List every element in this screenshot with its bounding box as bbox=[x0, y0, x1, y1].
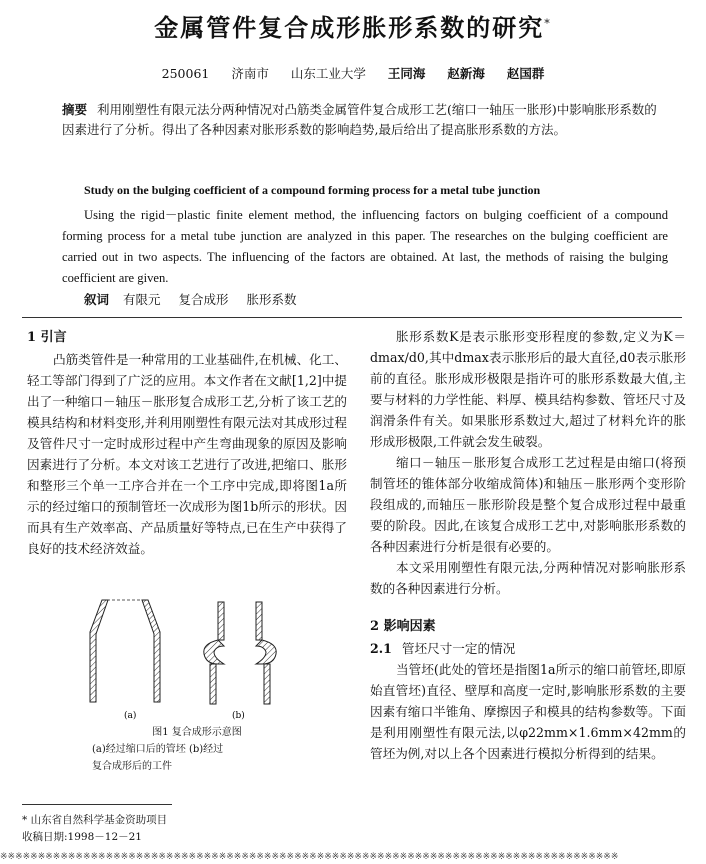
footnote-fund: * 山东省自然科学基金资助项目 bbox=[22, 814, 168, 826]
paragraph: 当管坯(此处的管坯是指图1a所示的缩口前管坯,即原始直管坯)直径、壁厚和高度一定时,影响胀形系数的主要因素有缩口半锥角、摩擦因子和模具的结构参数等。下面是利用刚塑性有限元法,以φ22mm×1.6mm×42mm的管坯为例,对以上各个因素进行模拟分析得到的结果。 bbox=[370, 662, 686, 761]
figure-label-b: (b) bbox=[232, 711, 245, 721]
abstract-label: 摘要 bbox=[62, 102, 88, 117]
intro-paragraph: 凸筋类管件是一种常用的工业基础件,在机械、化工、轻工等部门得到了广泛的应用。本文作者在文献[1,2]中提出了一种缩口－轴压－胀形复合成形工艺,分析了该工艺的模具结构和材料变形,并利用刚塑性有限元法对其成形过程及管件尺寸一定时成形过程中产生弯曲现象的原因及影响因素进行了分析。本文对该工艺进行了改进,把缩口、胀形和整形三个单一工序合并在一个工序中完成,即将图1a所示的经过缩口的预制管坯一次成形为图1b所示的形状。因而具有生产效率高、产品质量好等特点,已在生产中获得了良好的技术经济效益。 bbox=[27, 352, 347, 556]
subsection-number: 2.1 bbox=[370, 641, 392, 656]
footnotes bbox=[22, 812, 167, 846]
left-column bbox=[27, 326, 347, 559]
bottom-decorative-border: ※※※※※※※※※※※※※※※※※※※※※※※※※※※※※※※※※※※※※※※※※※※※※※※※※※※※※※※※※※※※※※※※※※※※※※※※※※※※※※※※※※ bbox=[0, 852, 619, 862]
paragraph: 缩口－轴压－胀形复合成形工艺过程是由缩口(将预制管坯的锥体部分收缩成简体)和轴压－胀形两个变形阶段组成的,而轴压－胀形阶段是整个复合成形过程中最重要的阶段。因此,在该复合成形工艺中,对影响胀形系数的各种因素进行分析是很有必要的。 bbox=[370, 455, 686, 554]
title-footnote-mark: * bbox=[544, 17, 552, 30]
section-1-heading: 1 引言 bbox=[27, 330, 67, 345]
figure-1-drawing bbox=[80, 592, 300, 722]
keyword: 胀形系数 bbox=[246, 292, 297, 307]
right-column bbox=[370, 326, 686, 764]
keyword: 复合成形 bbox=[178, 292, 229, 307]
author-line bbox=[0, 64, 706, 82]
figure-caption-line: (a)经过缩口后的管坯 (b)经过 bbox=[92, 744, 224, 755]
figure-caption-line: 复合成形后的工件 bbox=[92, 761, 172, 772]
keyword: 有限元 bbox=[123, 292, 161, 307]
footnote-divider bbox=[22, 804, 172, 805]
footnote-received: 收稿日期:1998－12－21 bbox=[22, 831, 142, 843]
author-name: 赵国群 bbox=[506, 66, 545, 81]
figure-1a-tube-blank bbox=[90, 600, 160, 702]
section-divider bbox=[22, 317, 682, 318]
english-abstract: Using the rigid－plastic finite element method, the influencing factors on bulging coefficient of a compound forming process for a metal tube junction are analyzed in this paper. The researches on the bulging coefficient are carried out in two aspects. The influencing of the factors are obtained. At last, the methods of raising the bulging coefficient are given. bbox=[62, 208, 668, 285]
figure-caption-title: 图1 复合成形示意图 bbox=[152, 727, 242, 738]
chinese-abstract bbox=[62, 100, 668, 140]
postcode: 250061 bbox=[161, 66, 210, 81]
author-name: 王同海 bbox=[387, 66, 426, 81]
keywords bbox=[84, 290, 311, 308]
affiliation: 山东工业大学 bbox=[290, 66, 366, 81]
subsection-title: 管坯尺寸一定的情况 bbox=[401, 641, 516, 656]
figure-label-a: (a) bbox=[124, 711, 137, 721]
figure-1-caption bbox=[92, 724, 302, 775]
section-2-heading: 2 影响因素 bbox=[370, 619, 436, 634]
abstract-text: 利用刚塑性有限元法分两种情况对凸筋类金属管件复合成形工艺(缩口一轴压一胀形)中影响胀形系数的因素进行了分析。得出了各种因素对胀形系数的影响趋势,最后给出了提高胀形系数的方法。 bbox=[62, 102, 657, 137]
paper-title bbox=[0, 8, 706, 43]
author-name: 赵新海 bbox=[447, 66, 485, 81]
city: 济南市 bbox=[231, 66, 269, 81]
paper-title-text: 金属管件复合成形胀形系数的研究 bbox=[154, 13, 545, 42]
keywords-label: 叙词 bbox=[84, 292, 110, 307]
subsection-2-1-heading bbox=[370, 638, 686, 657]
figure-1b-formed-part bbox=[204, 602, 276, 704]
paragraph: 胀形系数K是表示胀形变形程度的参数,定义为K＝dmax/d0,其中dmax表示胀形后的最大直径,d0表示胀形前的直径。胀形成形极限是指许可的胀形系数最大值,主要与材料的力学性能、料厚、模具结构参数、管坯尺寸及润滑条件有关。如果胀形系数过大,超过了材料允许的胀形成形极限,工件就会发生破裂。 bbox=[370, 329, 686, 449]
paragraph: 本文采用刚塑性有限元法,分两种情况对影响胀形系数的各种因素进行分析。 bbox=[370, 560, 686, 596]
english-title: Study on the bulging coefficient of a compound forming process for a metal tube junction bbox=[84, 183, 541, 197]
